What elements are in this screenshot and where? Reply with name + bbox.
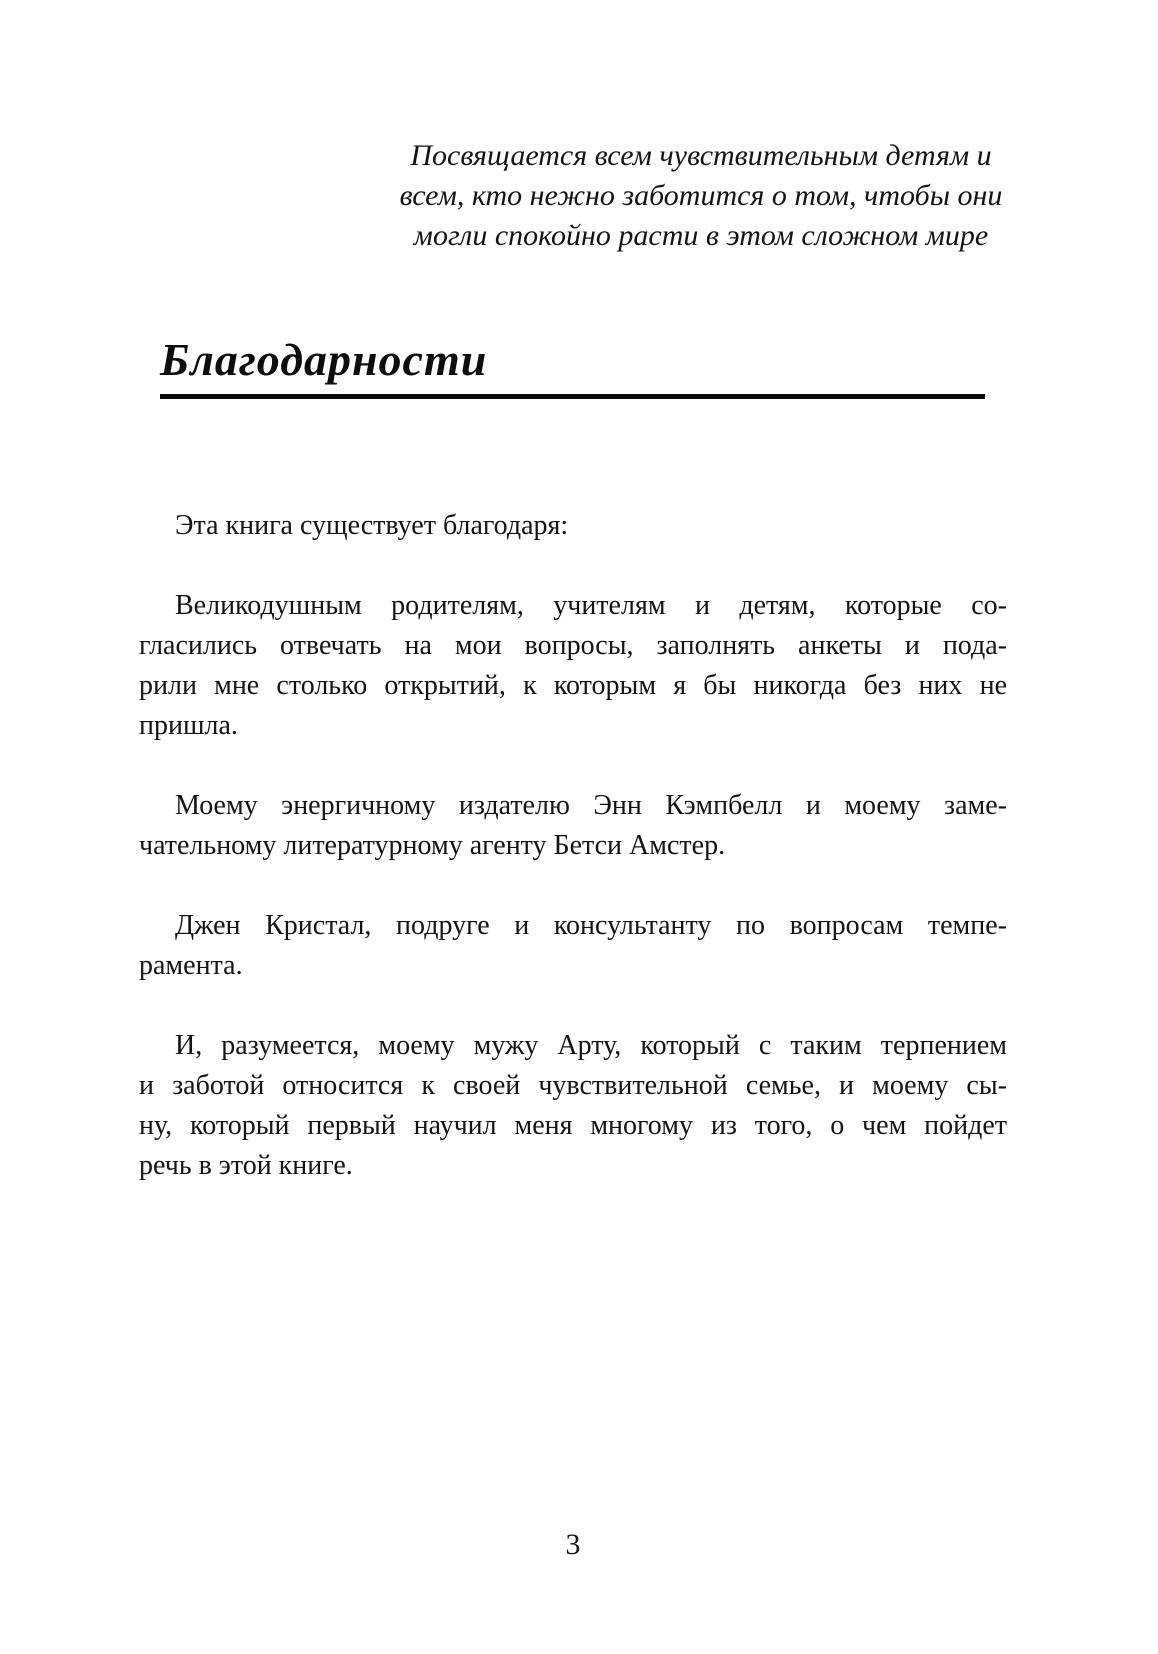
text-line: гласились отвечать на мои вопросы, заполнять анкеты и пода- (139, 630, 1007, 661)
dedication-line: могли спокойно расти в этом сложном мире (413, 219, 989, 252)
text-line: пришла. (139, 710, 238, 741)
text-line: Моему энергичному издателю Энн Кэмпбелл и моему заме- (175, 790, 1007, 821)
text-line: И, разумеется, моему мужу Арту, который с таким терпением (175, 1030, 1007, 1061)
dedication (372, 136, 1030, 256)
text-line: чательному литературному агенту Бетси Амстер. (139, 830, 726, 861)
text-line: Джен Кристал, подруге и консультанту по вопросам темпе- (175, 910, 1007, 941)
text-line: рамента. (139, 950, 243, 981)
paragraph (139, 1026, 1007, 1186)
text-line: Эта книга существует благодаря: (175, 510, 569, 541)
chapter-heading-block (160, 334, 985, 399)
dedication-line: Посвящается всем чувствительным детям и (410, 139, 992, 172)
text-line: и заботой относится к своей чувствительной семье, и моему сы- (139, 1070, 1007, 1101)
text-line: речь в этой книге. (139, 1150, 353, 1181)
body-text (139, 506, 1007, 1226)
text-line: Великодушным родителям, учителям и детям, которые со- (175, 590, 1007, 621)
text-line: рили мне столько открытий, к которым я бы никогда без них не (139, 670, 1007, 701)
dedication-line: всем, кто нежно заботится о том, чтобы они (399, 179, 1003, 212)
chapter-title: Благодарности (160, 334, 488, 385)
paragraph (139, 586, 1007, 746)
paragraph (139, 506, 1007, 546)
paragraph (139, 786, 1007, 866)
text-line: ну, который первый научил меня многому из того, о чем пойдет (139, 1110, 1007, 1141)
page-number: 3 (565, 1528, 581, 1561)
paragraph (139, 906, 1007, 986)
